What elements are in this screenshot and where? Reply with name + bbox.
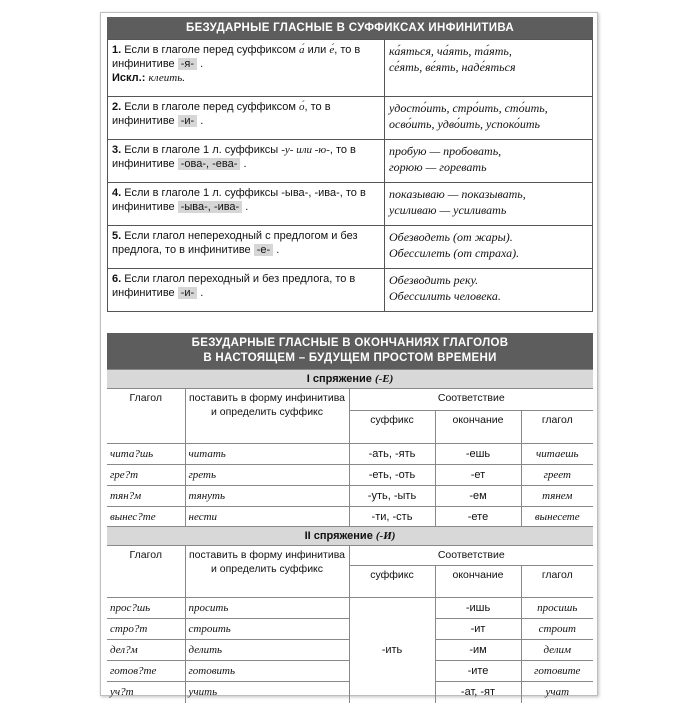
- rule-row-5: 5. Если глагол непереходный с предлогом и без предлога, то в инфинитиве -е- . Обезводеть (от жары). Обессилеть (от страха).: [108, 226, 593, 269]
- section1-title: БЕЗУДАРНЫЕ ГЛАСНЫЕ В СУФФИКСАХ ИНФИНИТИВА: [107, 17, 593, 39]
- table-row: тян?м тянуть -уть, -ыть -ем тянем: [107, 486, 593, 507]
- table-row: чита?шь читать -ать, -ять -ешь читаешь: [107, 444, 593, 465]
- suffix-highlight: -и-: [178, 115, 197, 127]
- table-row: вынес?те нести -ти, -сть -ете вынесете: [107, 507, 593, 528]
- infinitive-suffix-table: [107, 39, 593, 312]
- examples-cell: удосто́ить, стро́ить, сто́ить, осво́ить, удво́ить, успоко́ить: [385, 97, 593, 140]
- examples-cell: ка́яться, ча́ять, та́ять, се́ять, ве́ять, наде́яться: [385, 40, 593, 97]
- table-row: уч?т учить -ат, -ят учат: [107, 682, 593, 703]
- shared-suffix-cell: -ить: [349, 598, 435, 703]
- table-row: дел?м делить -им делим: [107, 640, 593, 661]
- examples-cell: показываю — показывать, усиливаю — усиливать: [385, 183, 593, 226]
- section2-title: БЕЗУДАРНЫЕ ГЛАСНЫЕ В ОКОНЧАНИЯХ ГЛАГОЛОВ В НАСТОЯЩЕМ – БУДУЩЕМ ПРОСТОМ ВРЕМЕНИ: [107, 333, 593, 369]
- reference-card: [100, 12, 598, 699]
- rule-row-6: 6. Если глагол переходный и без предлога, то в инфинитиве -и- . Обезводить реку. Обессилить человека.: [108, 269, 593, 312]
- column-header-row: Глагол поставить в форму инфинитива и определить суффикс Соответствие: [107, 546, 593, 566]
- column-header-row: Глагол поставить в форму инфинитива и определить суффикс Соответствие: [107, 389, 593, 411]
- examples-cell: пробую — пробовать, горюю — горевать: [385, 140, 593, 183]
- conjugation-2-table: II спряжение (-И) Глагол поставить в форму инфинитива и определить суффикс Соответствие суффикс окончание глагол прос?шь просить -ить -ишь просишь стро?т строить -ит строит дел?м делить -им делим готов?те готовить -ите готовите уч?т учить -ат, -ят учат: [107, 526, 593, 703]
- suffix-highlight: -е-: [254, 244, 273, 256]
- conjugation-1-table: I спряжение (-Е) Глагол поставить в форму инфинитива и определить суффикс Соответствие суффикс окончание глагол чита?шь читать -ать, -ять -ешь читаешь гре?т греть -еть, -оть -ет греет тян?м тянуть -уть, -ыть -ем тянем вынес?те нести -ти, -сть -ете вынесете: [107, 369, 593, 528]
- table-row: прос?шь просить -ить -ишь просишь: [107, 598, 593, 619]
- rule-row-1: 1. Если в глаголе перед суффиксом а́ или е́, то в инфинитиве -я- . Искл.: клеить. ка́яться, ча́ять, та́ять, се́ять, ве́ять, наде́яться: [108, 40, 593, 97]
- conjugation-1-header: I спряжение (-Е): [107, 370, 593, 389]
- conjugation-2-header: II спряжение (-И): [107, 527, 593, 546]
- rule-row-4: 4. Если в глаголе 1 л. суффиксы -ыва-, -ива-, то в инфинитиве -ыва-, -ива- . показываю — показывать, усиливаю — усиливать: [108, 183, 593, 226]
- examples-cell: Обезводить реку. Обессилить человека.: [385, 269, 593, 312]
- rule-row-2: 2. Если в глаголе перед суффиксом о́, то в инфинитиве -и- . удосто́ить, стро́ить, сто́ить, осво́ить, удво́ить, успоко́ить: [108, 97, 593, 140]
- table-row: гре?т греть -еть, -оть -ет греет: [107, 465, 593, 486]
- suffix-highlight: -я-: [178, 58, 197, 70]
- suffix-highlight: -и-: [178, 287, 197, 299]
- suffix-highlight: -ыва-, -ива-: [178, 201, 243, 213]
- rule-row-3: 3. Если в глаголе 1 л. суффиксы -у- или -ю-, то в инфинитиве -ова-, -ева- . пробую — пробовать, горюю — горевать: [108, 140, 593, 183]
- examples-cell: Обезводеть (от жары). Обессилеть (от страха).: [385, 226, 593, 269]
- suffix-highlight: -ова-, -ева-: [178, 158, 241, 170]
- table-row: готов?те готовить -ите готовите: [107, 661, 593, 682]
- table-row: стро?т строить -ит строит: [107, 619, 593, 640]
